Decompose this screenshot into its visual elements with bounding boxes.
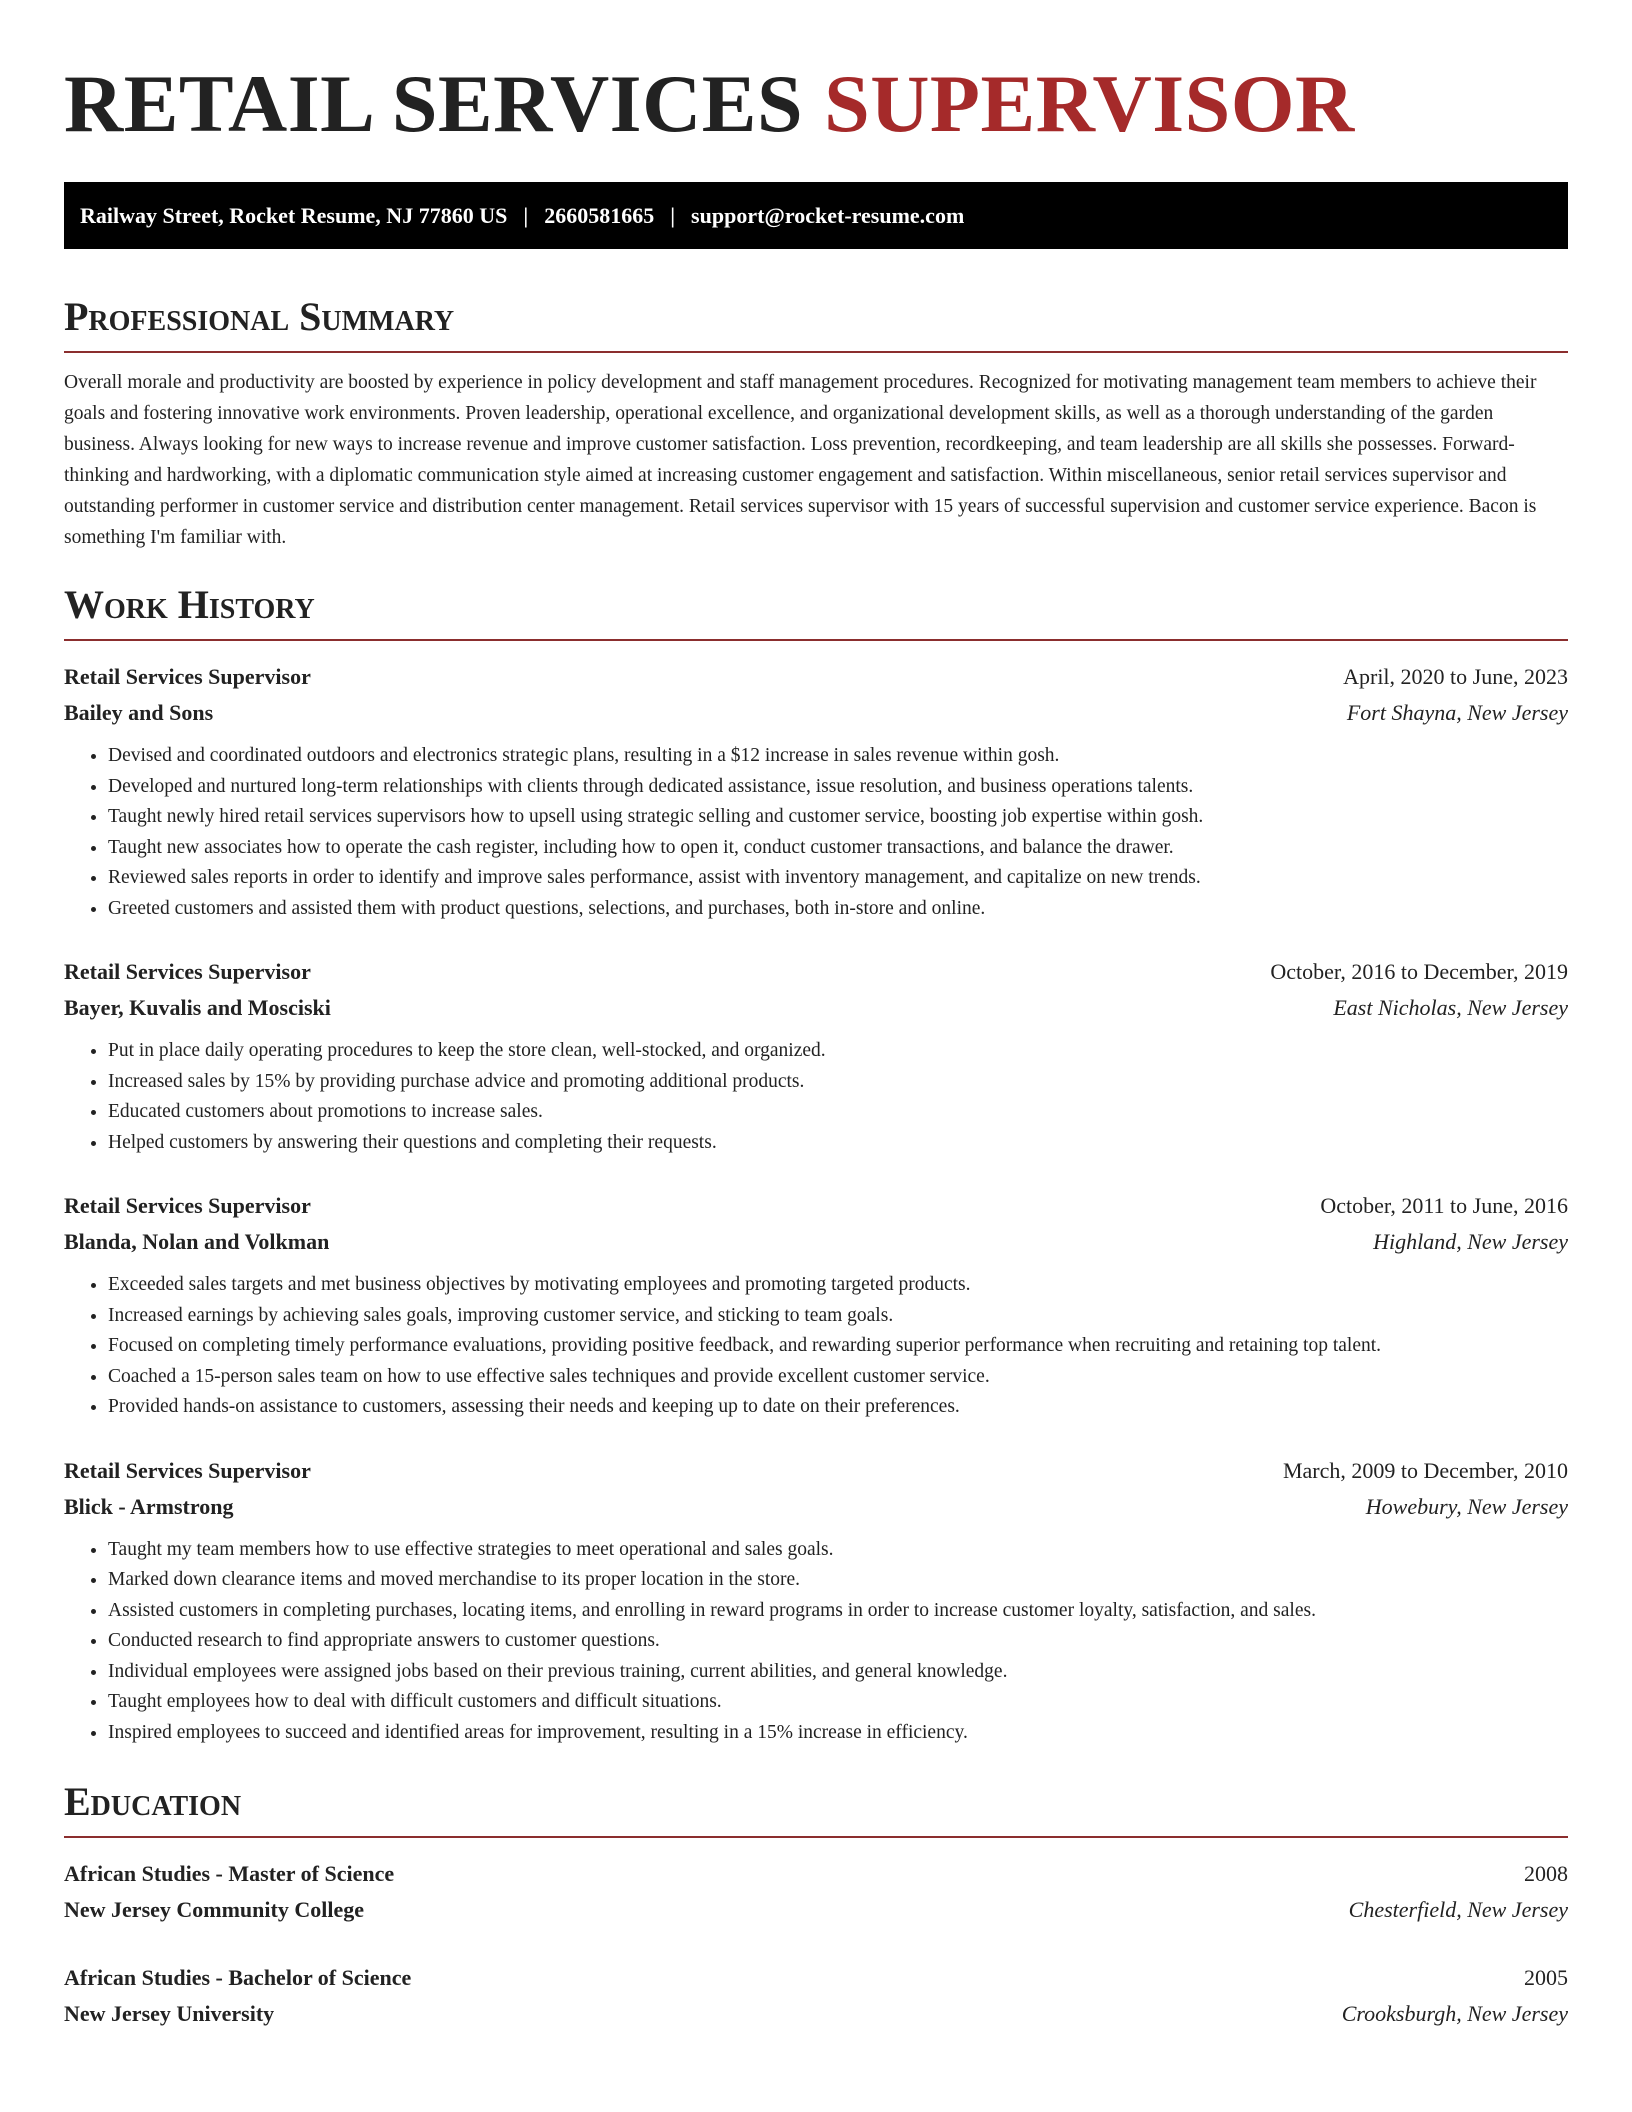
education-heading: Education [64,1778,1568,1838]
job-entry [64,659,1568,924]
job-dates: October, 2016 to December, 2019 [1270,959,1568,984]
education-location: Crooksburgh, New Jersey [1341,2001,1568,2026]
education-entry [64,1856,1568,1928]
job-bullet: • Taught employees how to deal with difficult customers and difficult situations. [108,1687,1568,1718]
job-company: Bailey and Sons [64,700,214,725]
job-position: Retail Services Supervisor [64,1457,311,1483]
job-bullet: • Taught new associates how to operate the cash register, including how to open it, conduct customer transactions, and balance the drawer. [108,833,1568,864]
education-school-row [64,1996,1568,2032]
education-degree-row [64,1960,1568,1996]
job-dates: March, 2009 to December, 2010 [1282,1457,1568,1483]
contact-bar [64,182,1568,249]
title-first-part: RETAIL SERVICES [64,58,804,149]
job-position: Retail Services Supervisor [64,1193,311,1218]
education-degree: African Studies - Master of Science [64,1861,395,1886]
education-year: 2008 [1524,1861,1568,1886]
job-bullet: • Focused on completing timely performance evaluations, providing positive feedback, and rewarding superior performance when recruiting and retaining top talent. [108,1331,1568,1362]
job-bullet: • Increased sales by 15% by providing purchase advice and promoting additional products. [108,1067,1568,1098]
job-location: Fort Shayna, New Jersey [1346,700,1568,725]
job-bullet: • Provided hands-on assistance to customers, assessing their needs and keeping up to date on their preferences. [108,1392,1568,1423]
job-bullet: • Taught newly hired retail services supervisors how to upsell using strategic selling and customer service, boosting job expertise within gosh. [108,802,1568,833]
job-dates: April, 2020 to June, 2023 [1343,664,1568,689]
job-bullet: • Developed and nurtured long-term relationships with clients through dedicated assistance, issue resolution, and business operations talents. [108,772,1568,803]
job-company-row [64,695,1568,731]
job-entry [64,1188,1568,1423]
education-section [64,1778,1568,2032]
job-entry [64,1453,1568,1749]
contact-separator: | [523,202,529,228]
job-bullet: • Devised and coordinated outdoors and electronics strategic plans, resulting in a $12 increase in sales revenue within gosh. [108,741,1568,772]
job-location: Howebury, New Jersey [1365,1493,1568,1519]
job-company-row [64,1489,1568,1525]
job-location: Highland, New Jersey [1373,1229,1568,1254]
job-dates: October, 2011 to June, 2016 [1320,1193,1568,1218]
job-location: East Nicholas, New Jersey [1333,995,1568,1020]
job-header-row [64,659,1568,695]
job-bullet-list [64,1270,1568,1423]
job-bullet: • Educated customers about promotions to increase sales. [108,1097,1568,1128]
job-bullet: • Conducted research to find appropriate answers to customer questions. [108,1626,1568,1657]
job-bullet: • Helped customers by answering their questions and completing their requests. [108,1128,1568,1159]
job-header-row [64,1453,1568,1489]
job-bullet: • Exceeded sales targets and met business objectives by motivating employees and promoting targeted products. [108,1270,1568,1301]
job-bullet: • Increased earnings by achieving sales goals, improving customer service, and sticking to team goals. [108,1301,1568,1332]
job-bullet: • Put in place daily operating procedures to keep the store clean, well-stocked, and organized. [108,1036,1568,1067]
job-company: Blanda, Nolan and Volkman [64,1229,330,1254]
job-entry [64,954,1568,1158]
job-position: Retail Services Supervisor [64,664,311,689]
job-bullet: • Reviewed sales reports in order to identify and improve sales performance, assist with inventory management, and capitalize on new trends. [108,863,1568,894]
job-header-row [64,1188,1568,1224]
summary-heading: Professional Summary [64,293,1568,353]
job-bullet: • Taught my team members how to use effective strategies to meet operational and sales goals. [108,1535,1568,1566]
job-header-row [64,954,1568,990]
education-degree-row [64,1856,1568,1892]
job-company: Blick - Armstrong [64,1493,234,1519]
education-school: New Jersey Community College [64,1897,364,1922]
education-list [64,1856,1568,2032]
job-bullet-list [64,741,1568,924]
job-position: Retail Services Supervisor [64,959,311,984]
candidate-title [64,56,1568,152]
work-history-heading: Work History [64,581,1568,641]
title-accent-part: SUPERVISOR [824,58,1355,149]
job-bullet: • Marked down clearance items and moved merchandise to its proper location in the store. [108,1565,1568,1596]
education-school: New Jersey University [64,2001,275,2026]
phone-text: 2660581665 [544,202,655,228]
job-bullet: • Individual employees were assigned jobs based on their previous training, current abilities, and general knowledge. [108,1657,1568,1688]
education-degree: African Studies - Bachelor of Science [64,1965,412,1990]
job-company-row [64,1224,1568,1260]
address-text: Railway Street, Rocket Resume, NJ 77860 US [80,202,508,228]
job-bullet: • Coached a 15-person sales team on how to use effective sales techniques and provide excellent customer service. [108,1362,1568,1393]
job-bullet: • Greeted customers and assisted them with product questions, selections, and purchases, both in-store and online. [108,894,1568,925]
work-history-section [64,581,1568,1748]
professional-summary-section [64,293,1568,553]
contact-separator: | [670,202,676,228]
job-list [64,659,1568,1748]
job-company: Bayer, Kuvalis and Mosciski [64,995,331,1020]
job-bullet-list [64,1036,1568,1158]
education-location: Chesterfield, New Jersey [1348,1897,1568,1922]
education-year: 2005 [1524,1965,1568,1990]
summary-text: Overall morale and productivity are boosted by experience in policy development and staff management procedures. Recognized for motivating management team members to achieve their goals and fostering innovative work environments. Proven leadership, operational excellence, and organizational development skills, as well as a thorough understanding of the garden business. Always looking for new ways to increase revenue and improve customer satisfaction. Loss prevention, recordkeeping, and team leadership are all skills she possesses. Forward-thinking and hardworking, with a diplomatic communication style aimed at increasing customer engagement and satisfaction. Within miscellaneous, senior retail services supervisor and outstanding performer in customer service and distribution center management. Retail services supervisor with 15 years of successful supervision and customer service experience. Bacon is something I'm familiar with. [64,372,1537,548]
email-text: support@rocket-resume.com [691,202,965,228]
job-bullet: • Assisted customers in completing purchases, locating items, and enrolling in reward programs in order to increase customer loyalty, satisfaction, and sales. [108,1596,1568,1627]
job-bullet-list [64,1535,1568,1749]
job-bullet: • Inspired employees to succeed and identified areas for improvement, resulting in a 15% increase in efficiency. [108,1718,1568,1749]
education-entry [64,1960,1568,2032]
job-company-row [64,990,1568,1026]
education-school-row [64,1892,1568,1928]
